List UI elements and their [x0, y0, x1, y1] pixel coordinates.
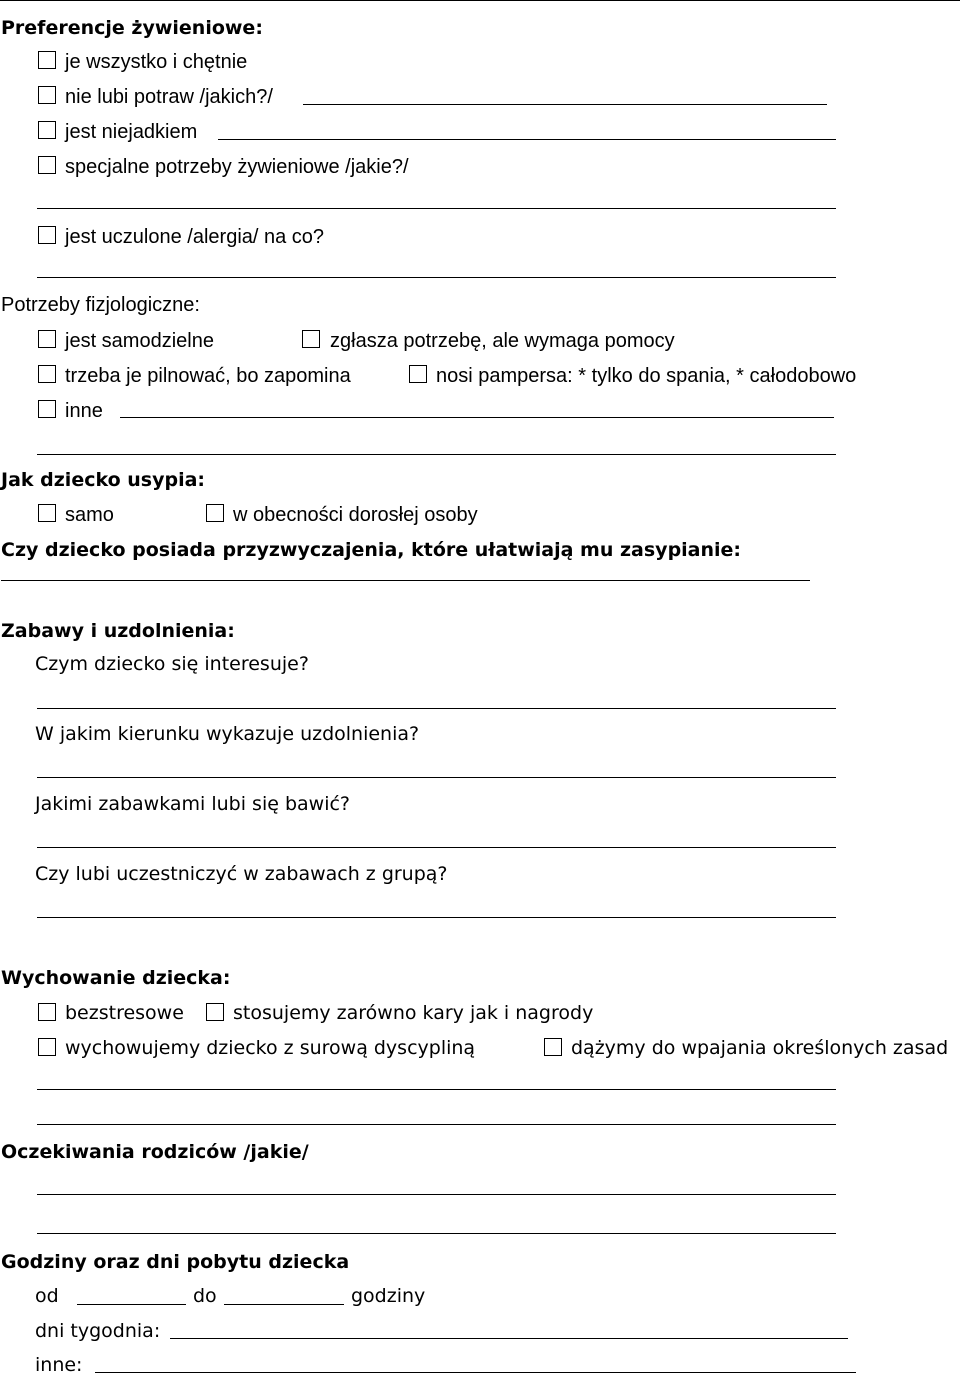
expectations-field-2[interactable]: [37, 1233, 836, 1234]
hours-weekdays-field[interactable]: [170, 1338, 848, 1339]
expectations-heading: Oczekiwania rodziców /jakie/: [1, 1141, 309, 1163]
physio-other-label: inne: [65, 400, 103, 422]
diet-picky-label: jest niejadkiem: [65, 121, 198, 143]
diet-allergy-checkbox[interactable]: [38, 226, 56, 244]
play-toys-question: Jakimi zabawkami lubi się bawić?: [35, 793, 351, 815]
sleep-alone-label: samo: [65, 504, 114, 526]
upbringing-field-2[interactable]: [37, 1124, 836, 1125]
hours-word-label: godziny: [351, 1285, 426, 1307]
play-toys-field[interactable]: [37, 847, 836, 848]
top-border-line: [0, 0, 960, 1]
diet-special-label: specjalne potrzeby żywieniowe /jakie?/: [65, 156, 409, 178]
hours-weekdays-label: dni tygodnia:: [35, 1320, 161, 1342]
diet-allergy-field[interactable]: [37, 277, 836, 278]
sleep-habits-question: Czy dziecko posiada przyzwyczajenia, które ułatwiają mu zasypianie:: [1, 539, 742, 561]
upbringing-heading: Wychowanie dziecka:: [1, 967, 231, 989]
upbringing-strict-label: wychowujemy dziecko z surową dyscypliną: [65, 1037, 476, 1059]
sleep-habits-field[interactable]: [1, 580, 810, 581]
play-interests-field[interactable]: [37, 708, 836, 709]
upbringing-rules-label: dążymy do wpajania określonych zasad: [571, 1037, 949, 1059]
hours-heading: Godziny oraz dni pobytu dziecka: [1, 1251, 350, 1273]
play-heading: Zabawy i uzdolnienia:: [1, 620, 235, 642]
upbringing-stressless-checkbox[interactable]: [38, 1003, 56, 1021]
diet-dislikes-checkbox[interactable]: [38, 86, 56, 104]
diet-eats-all-checkbox[interactable]: [38, 51, 56, 69]
sleep-alone-checkbox[interactable]: [38, 504, 56, 522]
diet-allergy-label: jest uczulone /alergia/ na co?: [65, 226, 325, 248]
hours-other-field[interactable]: [95, 1372, 856, 1373]
diet-special-field[interactable]: [37, 208, 836, 209]
diet-dislikes-label: nie lubi potraw /jakich?/: [65, 86, 273, 108]
hours-to-field[interactable]: [224, 1304, 344, 1305]
diet-dislikes-field[interactable]: [303, 104, 827, 105]
physio-other-field-2[interactable]: [37, 454, 836, 455]
play-talents-field[interactable]: [37, 777, 836, 778]
physio-independent-label: jest samodzielne: [65, 330, 214, 352]
sleep-adult-checkbox[interactable]: [206, 504, 224, 522]
hours-to-label: do: [193, 1285, 217, 1307]
physio-reports-checkbox[interactable]: [302, 330, 320, 348]
sleep-heading: Jak dziecko usypia:: [1, 469, 206, 491]
diet-heading: Preferencje żywieniowe:: [1, 17, 263, 39]
diet-picky-field[interactable]: [218, 139, 836, 140]
diet-special-checkbox[interactable]: [38, 156, 56, 174]
upbringing-rules-checkbox[interactable]: [544, 1038, 562, 1056]
upbringing-strict-checkbox[interactable]: [38, 1038, 56, 1056]
physio-diapers-checkbox[interactable]: [409, 365, 427, 383]
hours-other-label: inne:: [35, 1354, 83, 1376]
sleep-adult-label: w obecności dorosłej osoby: [233, 504, 478, 526]
hours-from-field[interactable]: [77, 1304, 186, 1305]
expectations-field-1[interactable]: [37, 1194, 836, 1195]
play-interests-question: Czym dziecko się interesuje?: [35, 653, 309, 675]
diet-eats-all-label: je wszystko i chętnie: [65, 51, 248, 73]
hours-from-label: od: [35, 1285, 59, 1307]
upbringing-stressless-label: bezstresowe: [65, 1002, 184, 1024]
play-group-field[interactable]: [37, 917, 836, 918]
physio-other-checkbox[interactable]: [38, 400, 56, 418]
physio-heading: Potrzeby fizjologiczne:: [1, 294, 200, 316]
physio-remind-label: trzeba je pilnować, bo zapomina: [65, 365, 351, 387]
physio-remind-checkbox[interactable]: [38, 365, 56, 383]
play-talents-question: W jakim kierunku wykazuje uzdolnienia?: [35, 723, 420, 745]
physio-reports-label: zgłasza potrzebę, ale wymaga pomocy: [330, 330, 675, 352]
diet-picky-checkbox[interactable]: [38, 121, 56, 139]
upbringing-both-checkbox[interactable]: [206, 1003, 224, 1021]
play-group-question: Czy lubi uczestniczyć w zabawach z grupą?: [35, 863, 448, 885]
physio-other-field[interactable]: [120, 417, 834, 418]
upbringing-both-label: stosujemy zarówno kary jak i nagrody: [233, 1002, 594, 1024]
physio-diapers-label: nosi pampersa: * tylko do spania, * całodobowo: [436, 365, 857, 387]
upbringing-field-1[interactable]: [37, 1089, 836, 1090]
physio-independent-checkbox[interactable]: [38, 330, 56, 348]
